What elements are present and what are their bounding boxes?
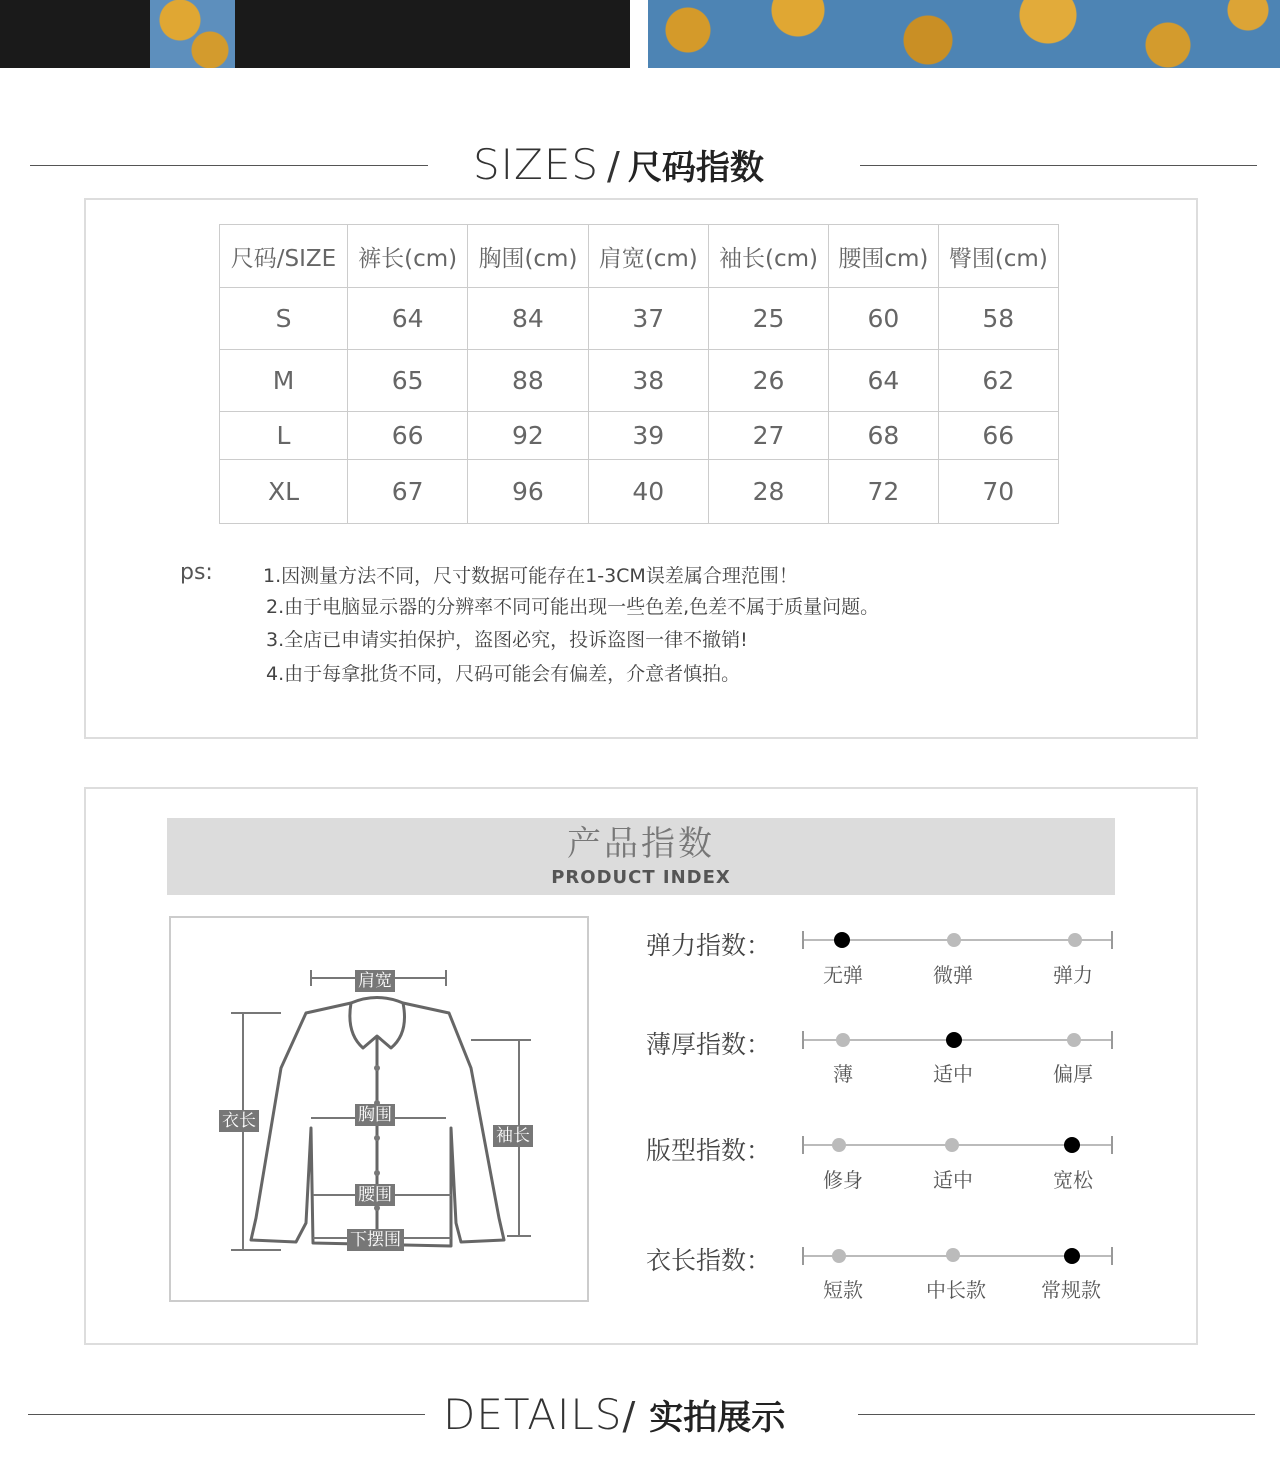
note-item: 1.因测量方法不同，尺寸数据可能存在1-3CM误差属合理范围！ [263, 565, 798, 587]
table-row [220, 288, 1059, 350]
header-cell: 腰围cm) [829, 225, 939, 288]
table-cell: 37 [588, 288, 708, 350]
header-cell: 裤长(cm) [348, 225, 468, 288]
scale-tick [1111, 1136, 1113, 1154]
details-heading-sep: / [622, 1394, 636, 1438]
scale-option: 弹力 [1053, 963, 1093, 987]
scale-dot [1068, 933, 1082, 947]
table-cell: 67 [348, 460, 468, 524]
table-row [220, 350, 1059, 412]
scale-dot-selected [834, 932, 850, 948]
index-title-thickness: 薄厚指数： [646, 1030, 772, 1059]
header-cell: 臀围(cm) [938, 225, 1058, 288]
table-cell: 64 [829, 350, 939, 412]
table-row [220, 460, 1059, 524]
scale-tick [802, 1247, 804, 1265]
index-title-elasticity: 弹力指数： [646, 931, 772, 960]
table-cell: 25 [708, 288, 828, 350]
scale-option: 适中 [933, 1062, 973, 1086]
scale-option: 无弹 [823, 963, 863, 987]
scale-tick [1111, 1247, 1113, 1265]
table-cell: 38 [588, 350, 708, 412]
scale-option: 偏厚 [1053, 1062, 1093, 1086]
table-cell: L [220, 412, 348, 460]
table-cell: 66 [348, 412, 468, 460]
scale-tick [1111, 931, 1113, 949]
heading-rule-left [30, 165, 428, 166]
scale-dot-selected [1064, 1248, 1080, 1264]
scale-dot [1067, 1033, 1081, 1047]
note-item: 4.由于每拿批货不同，尺码可能会有偏差，介意者慎拍。 [266, 663, 741, 685]
notes-label: ps: [180, 560, 213, 585]
heading-rule-right [858, 1414, 1255, 1415]
product-index-banner [167, 818, 1115, 895]
table-cell: 64 [348, 288, 468, 350]
scale-option: 薄 [833, 1062, 853, 1086]
scale-dot-selected [946, 1032, 962, 1048]
scale-dot [832, 1138, 846, 1152]
table-cell: 39 [588, 412, 708, 460]
diagram-label-waist: 腰围 [355, 1184, 395, 1206]
scale-dot [836, 1033, 850, 1047]
sizes-heading-cn: 尺码指数 [627, 148, 764, 188]
scale-option: 中长款 [926, 1278, 986, 1302]
sizes-heading [473, 140, 764, 189]
table-cell: 62 [938, 350, 1058, 412]
table-cell: S [220, 288, 348, 350]
diagram-label-shoulder: 肩宽 [355, 970, 395, 992]
scale-option: 常规款 [1041, 1278, 1101, 1302]
header-cell: 袖长(cm) [708, 225, 828, 288]
note-item: 3.全店已申请实拍保护，盗图必究，投诉盗图一律不撤销! [266, 629, 748, 651]
scale-option: 适中 [933, 1168, 973, 1192]
scale-tick [802, 1031, 804, 1049]
sizes-heading-en: SIZES [473, 140, 600, 189]
scale-dot [832, 1249, 846, 1263]
table-row [220, 412, 1059, 460]
diagram-label-sleeve: 袖长 [493, 1125, 533, 1147]
table-cell: 58 [938, 288, 1058, 350]
sizes-heading-sep: / [607, 144, 620, 188]
table-cell: 40 [588, 460, 708, 524]
scale-tick [1111, 1031, 1113, 1049]
header-cell: 尺码/SIZE [220, 225, 348, 288]
table-cell: 27 [708, 412, 828, 460]
scale-dot [946, 1248, 960, 1262]
heading-rule-right [860, 165, 1257, 166]
diagram-label-hem: 下摆围 [347, 1229, 404, 1251]
product-index-title-en: PRODUCT INDEX [551, 867, 731, 888]
table-header-row [220, 225, 1059, 288]
diagram-label-length: 衣长 [219, 1110, 259, 1132]
table-cell: M [220, 350, 348, 412]
details-heading [443, 1390, 785, 1439]
table-cell: 26 [708, 350, 828, 412]
table-cell: 88 [468, 350, 588, 412]
product-photo-left [0, 0, 630, 68]
scale-dot [947, 933, 961, 947]
table-cell: 72 [829, 460, 939, 524]
scale-dot-selected [1064, 1137, 1080, 1153]
scale-option: 微弹 [933, 963, 973, 987]
scale-option: 宽松 [1053, 1168, 1093, 1192]
product-index-title-cn: 产品指数 [567, 824, 715, 864]
diagram-label-chest: 胸围 [355, 1104, 395, 1126]
size-table [219, 224, 1059, 524]
header-cell: 胸围(cm) [468, 225, 588, 288]
heading-rule-left [28, 1414, 425, 1415]
table-cell: XL [220, 460, 348, 524]
table-cell: 60 [829, 288, 939, 350]
scale-option: 短款 [823, 1278, 863, 1302]
header-cell: 肩宽(cm) [588, 225, 708, 288]
scale-dot [945, 1138, 959, 1152]
note-item: 2.由于电脑显示器的分辨率不同可能出现一些色差,色差不属于质量问题。 [266, 596, 880, 618]
product-photo-right [648, 0, 1280, 68]
table-cell: 66 [938, 412, 1058, 460]
scale-tick [802, 1136, 804, 1154]
scale-option: 修身 [823, 1168, 863, 1192]
details-heading-cn: 实拍展示 [649, 1398, 786, 1438]
table-cell: 68 [829, 412, 939, 460]
index-title-length: 衣长指数： [646, 1246, 772, 1275]
table-cell: 28 [708, 460, 828, 524]
table-cell: 92 [468, 412, 588, 460]
measurement-diagram [169, 916, 589, 1302]
index-title-fit: 版型指数： [646, 1136, 772, 1165]
scale-tick [802, 931, 804, 949]
details-heading-en: DETAILS [443, 1390, 623, 1439]
table-cell: 84 [468, 288, 588, 350]
table-cell: 70 [938, 460, 1058, 524]
floral-sleeve-image [150, 0, 235, 68]
table-cell: 96 [468, 460, 588, 524]
table-cell: 65 [348, 350, 468, 412]
